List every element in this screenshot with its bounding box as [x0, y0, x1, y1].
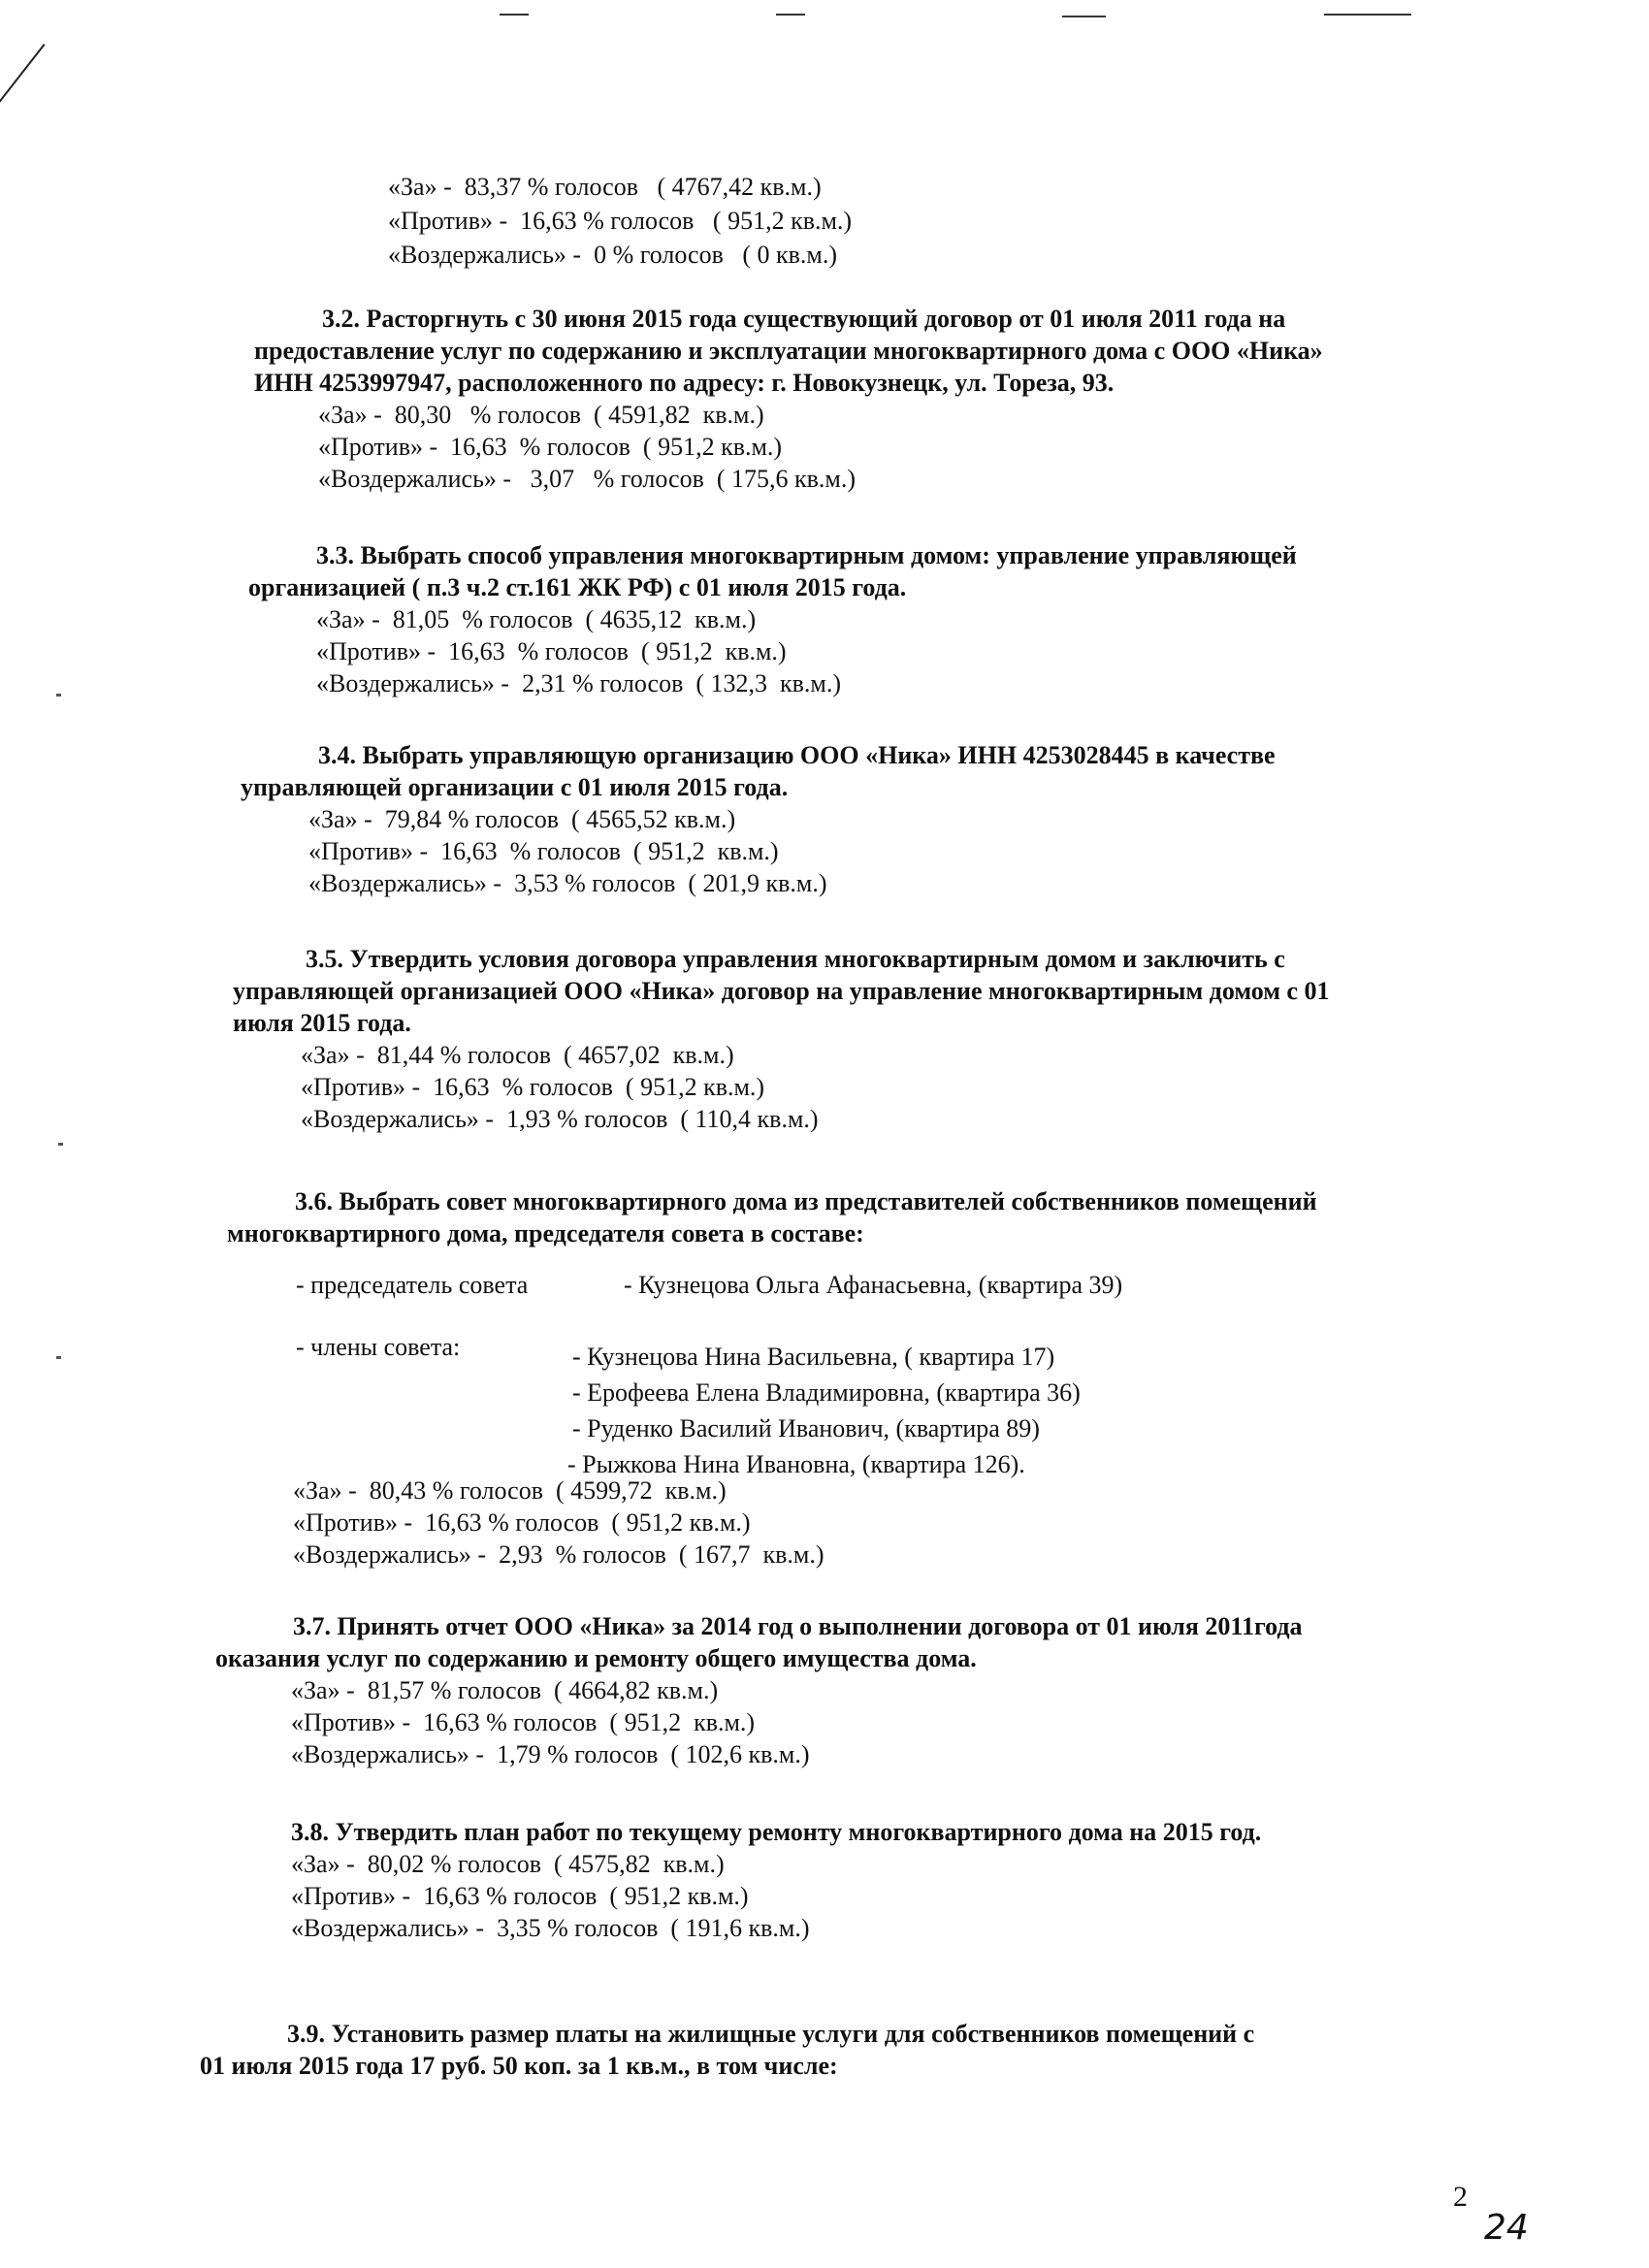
- section-text-line: управляющей организации с 01 июля 2015 года.: [241, 773, 789, 801]
- page-number: 2: [1453, 2181, 1468, 2213]
- scan-artifact-line: [1324, 14, 1411, 16]
- section-3-8: [291, 1816, 1261, 1944]
- vote-za: «За» - 80,30 % голосов ( 4591,82 кв.м.): [318, 401, 764, 429]
- scan-artifact-slash: [0, 44, 46, 202]
- council-chair-label: - председатель совета: [296, 1271, 529, 1299]
- section-text-line: управляющей организацией ООО «Ника» договор на управление многоквартирным домом с 01: [233, 977, 1330, 1005]
- section-text-line: Расторгнуть с 30 июня 2015 года существующий договор от 01 июля 2011 года на: [366, 305, 1286, 333]
- section-text-line: Утвердить условия договора управления многоквартирным домом и заключить с: [349, 945, 1285, 973]
- vote-protiv: «Против» - 16,63 % голосов ( 951,2 кв.м.): [293, 1508, 751, 1537]
- section-text-line: Принять отчет ООО «Ника» за 2014 год о выполнении договора от 01 июля 2011года: [337, 1612, 1303, 1640]
- vote-protiv: «Против» - 16,63 % голосов ( 951,2 кв.м.): [291, 1708, 756, 1736]
- vote-protiv: «Против» - 16,63 % голосов ( 951,2 кв.м.): [291, 1882, 749, 1910]
- vote-za: «За» - 81,44 % голосов ( 4657,02 кв.м.): [301, 1041, 734, 1069]
- section-text-line: оказания услуг по содержанию и ремонту общего имущества дома.: [215, 1644, 977, 1672]
- vote-za: «За» - 83,37 % голосов ( 4767,42 кв.м.): [388, 173, 822, 201]
- section-heading: [241, 739, 1276, 771]
- section-number: 3.5.: [306, 945, 343, 973]
- vote-za: «За» - 80,43 % голосов ( 4599,72 кв.м.): [293, 1476, 727, 1505]
- section-number: 3.6.: [295, 1187, 333, 1215]
- vote-vozderzhalis: «Воздержались» - 3,07 % голосов ( 175,6 кв.м.): [318, 465, 857, 493]
- section-3-9: [200, 2018, 1254, 2082]
- section-3-6: [227, 1185, 1317, 1249]
- section-3-5: [233, 943, 1329, 1135]
- vote-za: «За» - 81,57 % голосов ( 4664,82 кв.м.): [291, 1676, 719, 1704]
- section-3-2: [254, 303, 1323, 495]
- council-member: - Кузнецова Нина Васильевна, ( квартира 17): [572, 1343, 1055, 1371]
- vote-za: «За» - 81,05 % голосов ( 4635,12 кв.м.): [316, 605, 757, 633]
- vote-vozderzhalis: «Воздержались» - 3,53 % голосов ( 201,9 кв.м.): [308, 869, 827, 897]
- section-text-line: Выбрать способ управления многоквартирным домом: управление управляющей: [360, 541, 1297, 569]
- scan-artifact-line: [776, 14, 805, 16]
- council-chair-row: [296, 1269, 1122, 1301]
- vote-vozderzhalis: «Воздержались» - 2,93 % голосов ( 167,7 кв.м.): [293, 1540, 824, 1569]
- section-text-line: ИНН 4253997947, расположенного по адресу: г. Новокузнецк, ул. Тореза, 93.: [254, 369, 1115, 397]
- vote-za: «За» - 79,84 % голосов ( 4565,52 кв.м.): [308, 805, 736, 833]
- section-heading: [227, 1185, 1317, 1217]
- section-heading: [200, 2018, 1254, 2050]
- vote-vozderzhalis: «Воздержались» - 0 % голосов ( 0 кв.м.): [388, 241, 838, 269]
- vote-vozderzhalis: «Воздержались» - 2,31 % голосов ( 132,3 кв.м.): [316, 669, 842, 697]
- section-text-line: июля 2015 года.: [233, 1009, 411, 1037]
- council-member: - Руденко Василий Иванович, (квартира 89): [572, 1414, 1040, 1442]
- section-text-line: многоквартирного дома, председателя совета в составе:: [227, 1219, 864, 1247]
- section-text-line: 01 июля 2015 года 17 руб. 50 коп. за 1 кв.м., в том числе:: [200, 2052, 838, 2080]
- section-number: 3.8.: [291, 1818, 329, 1846]
- vote-protiv: «Против» - 16,63 % голосов ( 951,2 кв.м.): [318, 433, 783, 461]
- vote-vozderzhalis: «Воздержались» - 3,35 % голосов ( 191,6 кв.м.): [291, 1914, 810, 1942]
- council-member: - Ерофеева Елена Владимировна, (квартира 36): [572, 1378, 1081, 1407]
- section-number: 3.9.: [287, 2020, 325, 2048]
- vote-vozderzhalis: «Воздержались» - 1,93 % голосов ( 110,4 кв.м.): [301, 1105, 819, 1133]
- section-text-line: Утвердить план работ по текущему ремонту многоквартирного дома на 2015 год.: [335, 1818, 1262, 1846]
- section-3-4: [241, 739, 1276, 899]
- handwritten-sheet-number: 24: [1484, 2208, 1529, 2248]
- vote-za: «За» - 80,02 % голосов ( 4575,82 кв.м.): [291, 1850, 725, 1878]
- section-text-line: Выбрать управляющую организацию ООО «Ника» ИНН 4253028445 в качестве: [362, 741, 1276, 769]
- vote-protiv: «Против» - 16,63 % голосов ( 951,2 кв.м.): [388, 207, 853, 235]
- section-number: 3.7.: [293, 1612, 331, 1640]
- scan-artifact-speck: [58, 1143, 63, 1146]
- vote-vozderzhalis: «Воздержались» - 1,79 % голосов ( 102,6 кв.м.): [291, 1740, 810, 1768]
- section-text-line: Установить размер платы на жилищные услуги для собственников помещений с: [331, 2020, 1255, 2048]
- section-3-3: [248, 539, 1297, 699]
- vote-protiv: «Против» - 16,63 % голосов ( 951,2 кв.м.): [308, 837, 779, 865]
- council-chair-value: - Кузнецова Ольга Афанасьевна, (квартира 39): [624, 1271, 1123, 1299]
- vote-block-3-1: [388, 171, 852, 271]
- section-heading: [215, 1610, 1303, 1642]
- section-heading: [291, 1816, 1261, 1848]
- section-text-line: Выбрать совет многоквартирного дома из представителей собственников помещений: [339, 1187, 1317, 1215]
- vote-protiv: «Против» - 16,63 % голосов ( 951,2 кв.м.): [316, 637, 787, 665]
- vote-block-3-6: [293, 1474, 824, 1571]
- scan-artifact-speck: [56, 694, 61, 697]
- section-number: 3.2.: [322, 305, 360, 333]
- section-heading: [248, 539, 1297, 571]
- vote-protiv: «Против» - 16,63 % голосов ( 951,2 кв.м.): [301, 1073, 765, 1101]
- scan-artifact-line: [1062, 16, 1106, 17]
- council-member: - Рыжкова Нина Ивановна, (квартира 126).: [567, 1450, 1025, 1478]
- section-text-line: организацией ( п.3 ч.2 ст.161 ЖК РФ) с 01 июля 2015 года.: [248, 573, 907, 601]
- council-members-label: - члены совета:: [296, 1333, 461, 1361]
- section-heading: [233, 943, 1329, 975]
- section-heading: [254, 303, 1323, 335]
- scan-artifact-speck: [56, 1356, 61, 1359]
- section-number: 3.4.: [318, 741, 356, 769]
- section-number: 3.3.: [316, 541, 354, 569]
- section-text-line: предоставление услуг по содержанию и эксплуатации многоквартирного дома с ООО «Ника»: [254, 337, 1323, 365]
- scan-artifact-line: [500, 14, 529, 16]
- section-3-7: [215, 1610, 1303, 1770]
